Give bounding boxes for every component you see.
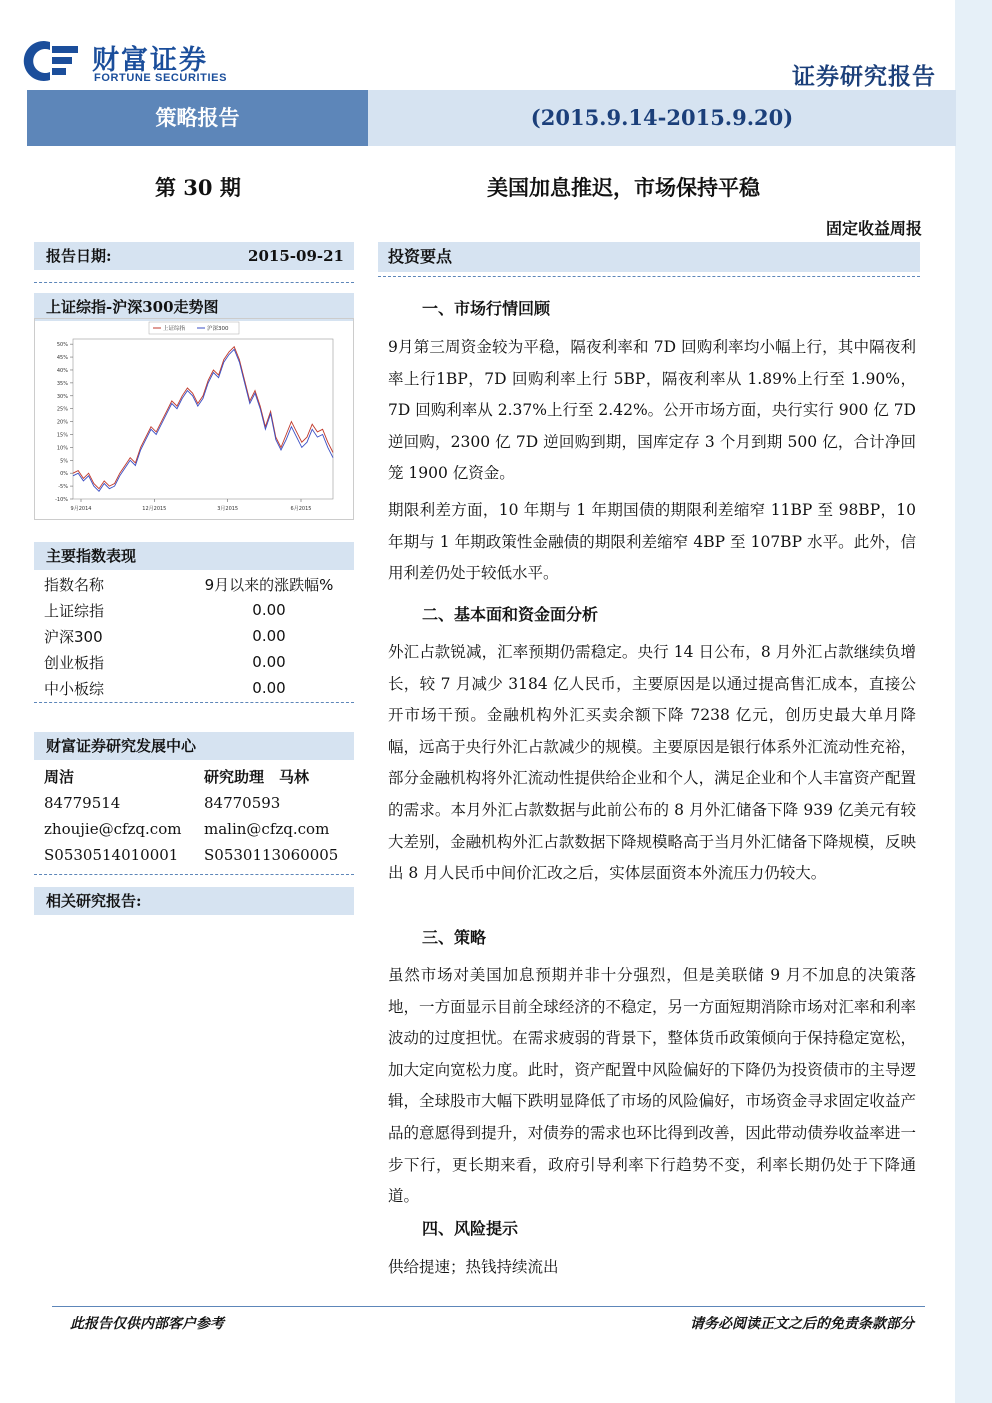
table-row (34, 623, 354, 649)
section-1-paragraph-1: 9月第三周资金较为平稳，隔夜利率和 7D 回购利率均小幅上行，其中隔夜利率上行1BP，7D 回购利率上行 5BP，隔夜利率从 1.89%上行至 1.90%，7D 回购利率从 2.37%上行至 2.42%。公开市场方面，央行实行 900 亿 7D 逆回购，2300 亿 7D 逆回购到期，国库定存 3 个月到期 500 亿，合计净回笼 1900 亿资金。 (388, 338, 916, 483)
divider (378, 276, 920, 277)
chart-plot-area (73, 339, 333, 499)
y-tick-label: 45% (56, 355, 68, 362)
report-date-bar (34, 242, 354, 270)
footer-divider (52, 1306, 925, 1307)
y-tick-label: -10% (55, 497, 68, 503)
y-tick-label: 20% (56, 419, 68, 426)
section-3-paragraph-1: 虽然市场对美国加息预期并非十分强烈，但是美联储 9 月不加息的决策落地，一方面显示目前全球经济的不稳定，另一方面短期消除市场对汇率和利率波动的过度担忧。在需求疲弱的背景下，整体货币政策倾向于保持稳定宽松，加大定向宽松力度。此时，资产配置中风险偏好的下降仍为投资债市的主导逻辑，全球股市大幅下跌明显降低了市场的风险偏好，市场资金寻求固定收益产品的意愿得到提升，对债券的需求也环比得到改善，因此带动债券收益率进一步下行，更长期来看，政府引导利率下行趋势不变，利率长期仍处于下降通道。 (388, 966, 916, 1206)
analyst-email: zhoujie@cfzq.com (44, 820, 182, 838)
index-name: 上证综指 (44, 601, 105, 620)
x-tick-label: 12月2015 (142, 506, 167, 512)
report-date-label: 报告日期: (46, 247, 112, 265)
issue-number: 第 30 期 (155, 175, 241, 200)
section-2-paragraph-1: 外汇占款锐减，汇率预期仍需稳定。央行 14 日公布，8 月外汇占款继续负增长，较 7 月减少 3184 亿人民币，主要原因是以通过提高售汇成本，直接公开市场干预。金融机构外汇买卖余额下降 7238 亿元，创历史最大单月降幅，远高于央行外汇占款减少的规模。主要原因是银行体系外汇流动性充裕，部分金融机构将外汇流动性提供给企业和个人，满足企业和个人丰富资产配置的需求。本月外汇占款数据与此前公布的 8 月外汇储备下降 939 亿美元有较大差别，金融机构外汇占款数据下降规模略高于当月外汇储备下降规模，反映出 8 月人民币中间价汇改之后，实体层面资本外流压力仍较大。 (388, 643, 916, 883)
legend-label: 沪深300 (207, 326, 229, 332)
report-subtitle: 固定收益周报 (825, 219, 922, 238)
x-tick-label: 6月2015 (290, 506, 312, 512)
y-tick-label: 15% (56, 432, 68, 439)
assistant-email: malin@cfzq.com (204, 820, 330, 838)
company-logo (22, 38, 252, 88)
index-change: 0.00 (252, 653, 286, 671)
section-3-title: 三、策略 (422, 928, 487, 947)
index-name: 中小板综 (44, 679, 105, 698)
index-change: 0.00 (252, 601, 286, 619)
assistant-license: S0530113060005 (204, 846, 339, 864)
analyst-phone: 84779514 (44, 794, 121, 812)
index-perf-header-row (34, 571, 354, 597)
section-1-paragraph-2: 期限利差方面，10 年期与 1 年期国债的期限利差缩窄 11BP 至 98BP，10 年期与 1 年期政策性金融债的期限利差缩窄 4BP 至 107BP 水平。此外，信用利差仍处于较低水平。 (388, 501, 916, 583)
divider (34, 702, 354, 703)
table-row (34, 597, 354, 623)
section-2-title: 二、基本面和资金面分析 (422, 605, 599, 624)
contact-license-row (44, 842, 354, 868)
logo-chinese-name: 财富证券 (92, 45, 208, 76)
y-tick-label: 30% (56, 393, 68, 400)
assistant-name: 研究助理 马林 (204, 768, 310, 786)
footer-disclaimer-left: 此报告仅供内部客户参考 (70, 1316, 224, 1332)
footer-disclaimer-right: 请务必阅读正文之后的免责条款部分 (690, 1316, 914, 1332)
analyst-license: S0530514010001 (44, 846, 179, 864)
index-change: 0.00 (252, 627, 286, 645)
logo-english-name: FORTUNE SECURITIES (94, 72, 228, 84)
page-side-stripe (955, 0, 992, 1403)
chart-section-title: 上证综指-沪深300走势图 (34, 293, 354, 321)
section-4-title: 四、风险提示 (422, 1219, 519, 1238)
contact-names-row (44, 764, 354, 790)
index-name: 创业板指 (44, 653, 105, 672)
y-tick-label: 10% (56, 445, 68, 452)
y-tick-label: 0% (60, 471, 68, 478)
y-tick-label: -5% (58, 484, 68, 491)
y-tick-label: 35% (56, 380, 68, 387)
section-1-title: 一、市场行情回顾 (422, 299, 551, 318)
research-center-title: 财富证券研究发展中心 (34, 732, 354, 760)
col-change-pct: 9月以来的涨跌幅% (204, 575, 334, 594)
investment-highlights-title: 投资要点 (378, 242, 920, 272)
contact-phone-row (44, 790, 354, 816)
col-index-name: 指数名称 (44, 575, 105, 594)
y-tick-label: 5% (60, 458, 68, 465)
x-tick-label: 3月2015 (217, 506, 239, 512)
x-tick-label: 9月2014 (70, 506, 92, 512)
divider (34, 282, 354, 283)
report-title: 美国加息推迟，市场保持平稳 (487, 175, 760, 200)
contact-email-row (44, 816, 354, 842)
index-perf-title: 主要指数表现 (34, 542, 354, 570)
index-trend-chart (34, 318, 354, 520)
report-date-value: 2015-09-21 (248, 247, 344, 265)
title-banner (27, 90, 956, 146)
index-name: 沪深300 (44, 627, 103, 646)
banner-period: (2015.9.14-2015.9.20) (368, 90, 956, 146)
divider (34, 874, 354, 875)
table-row (34, 649, 354, 675)
y-tick-label: 50% (56, 342, 68, 349)
logo-mark-icon (22, 40, 80, 82)
report-type-label: 证券研究报告 (792, 63, 936, 90)
assistant-phone: 84770593 (204, 794, 281, 812)
analyst-contacts (44, 764, 354, 868)
y-tick-label: 40% (56, 367, 68, 374)
index-perf-table (34, 571, 354, 701)
related-reports-title: 相关研究报告: (34, 887, 354, 915)
legend-label: 上证综指 (163, 326, 186, 332)
index-trend-chart-svg (35, 319, 353, 519)
y-tick-label: 25% (56, 406, 68, 413)
section-4-paragraph-1: 供给提速；热钱持续流出 (388, 1258, 559, 1276)
table-row (34, 675, 354, 701)
index-change: 0.00 (252, 679, 286, 697)
banner-category: 策略报告 (27, 90, 368, 146)
analyst-name: 周洁 (44, 768, 75, 786)
